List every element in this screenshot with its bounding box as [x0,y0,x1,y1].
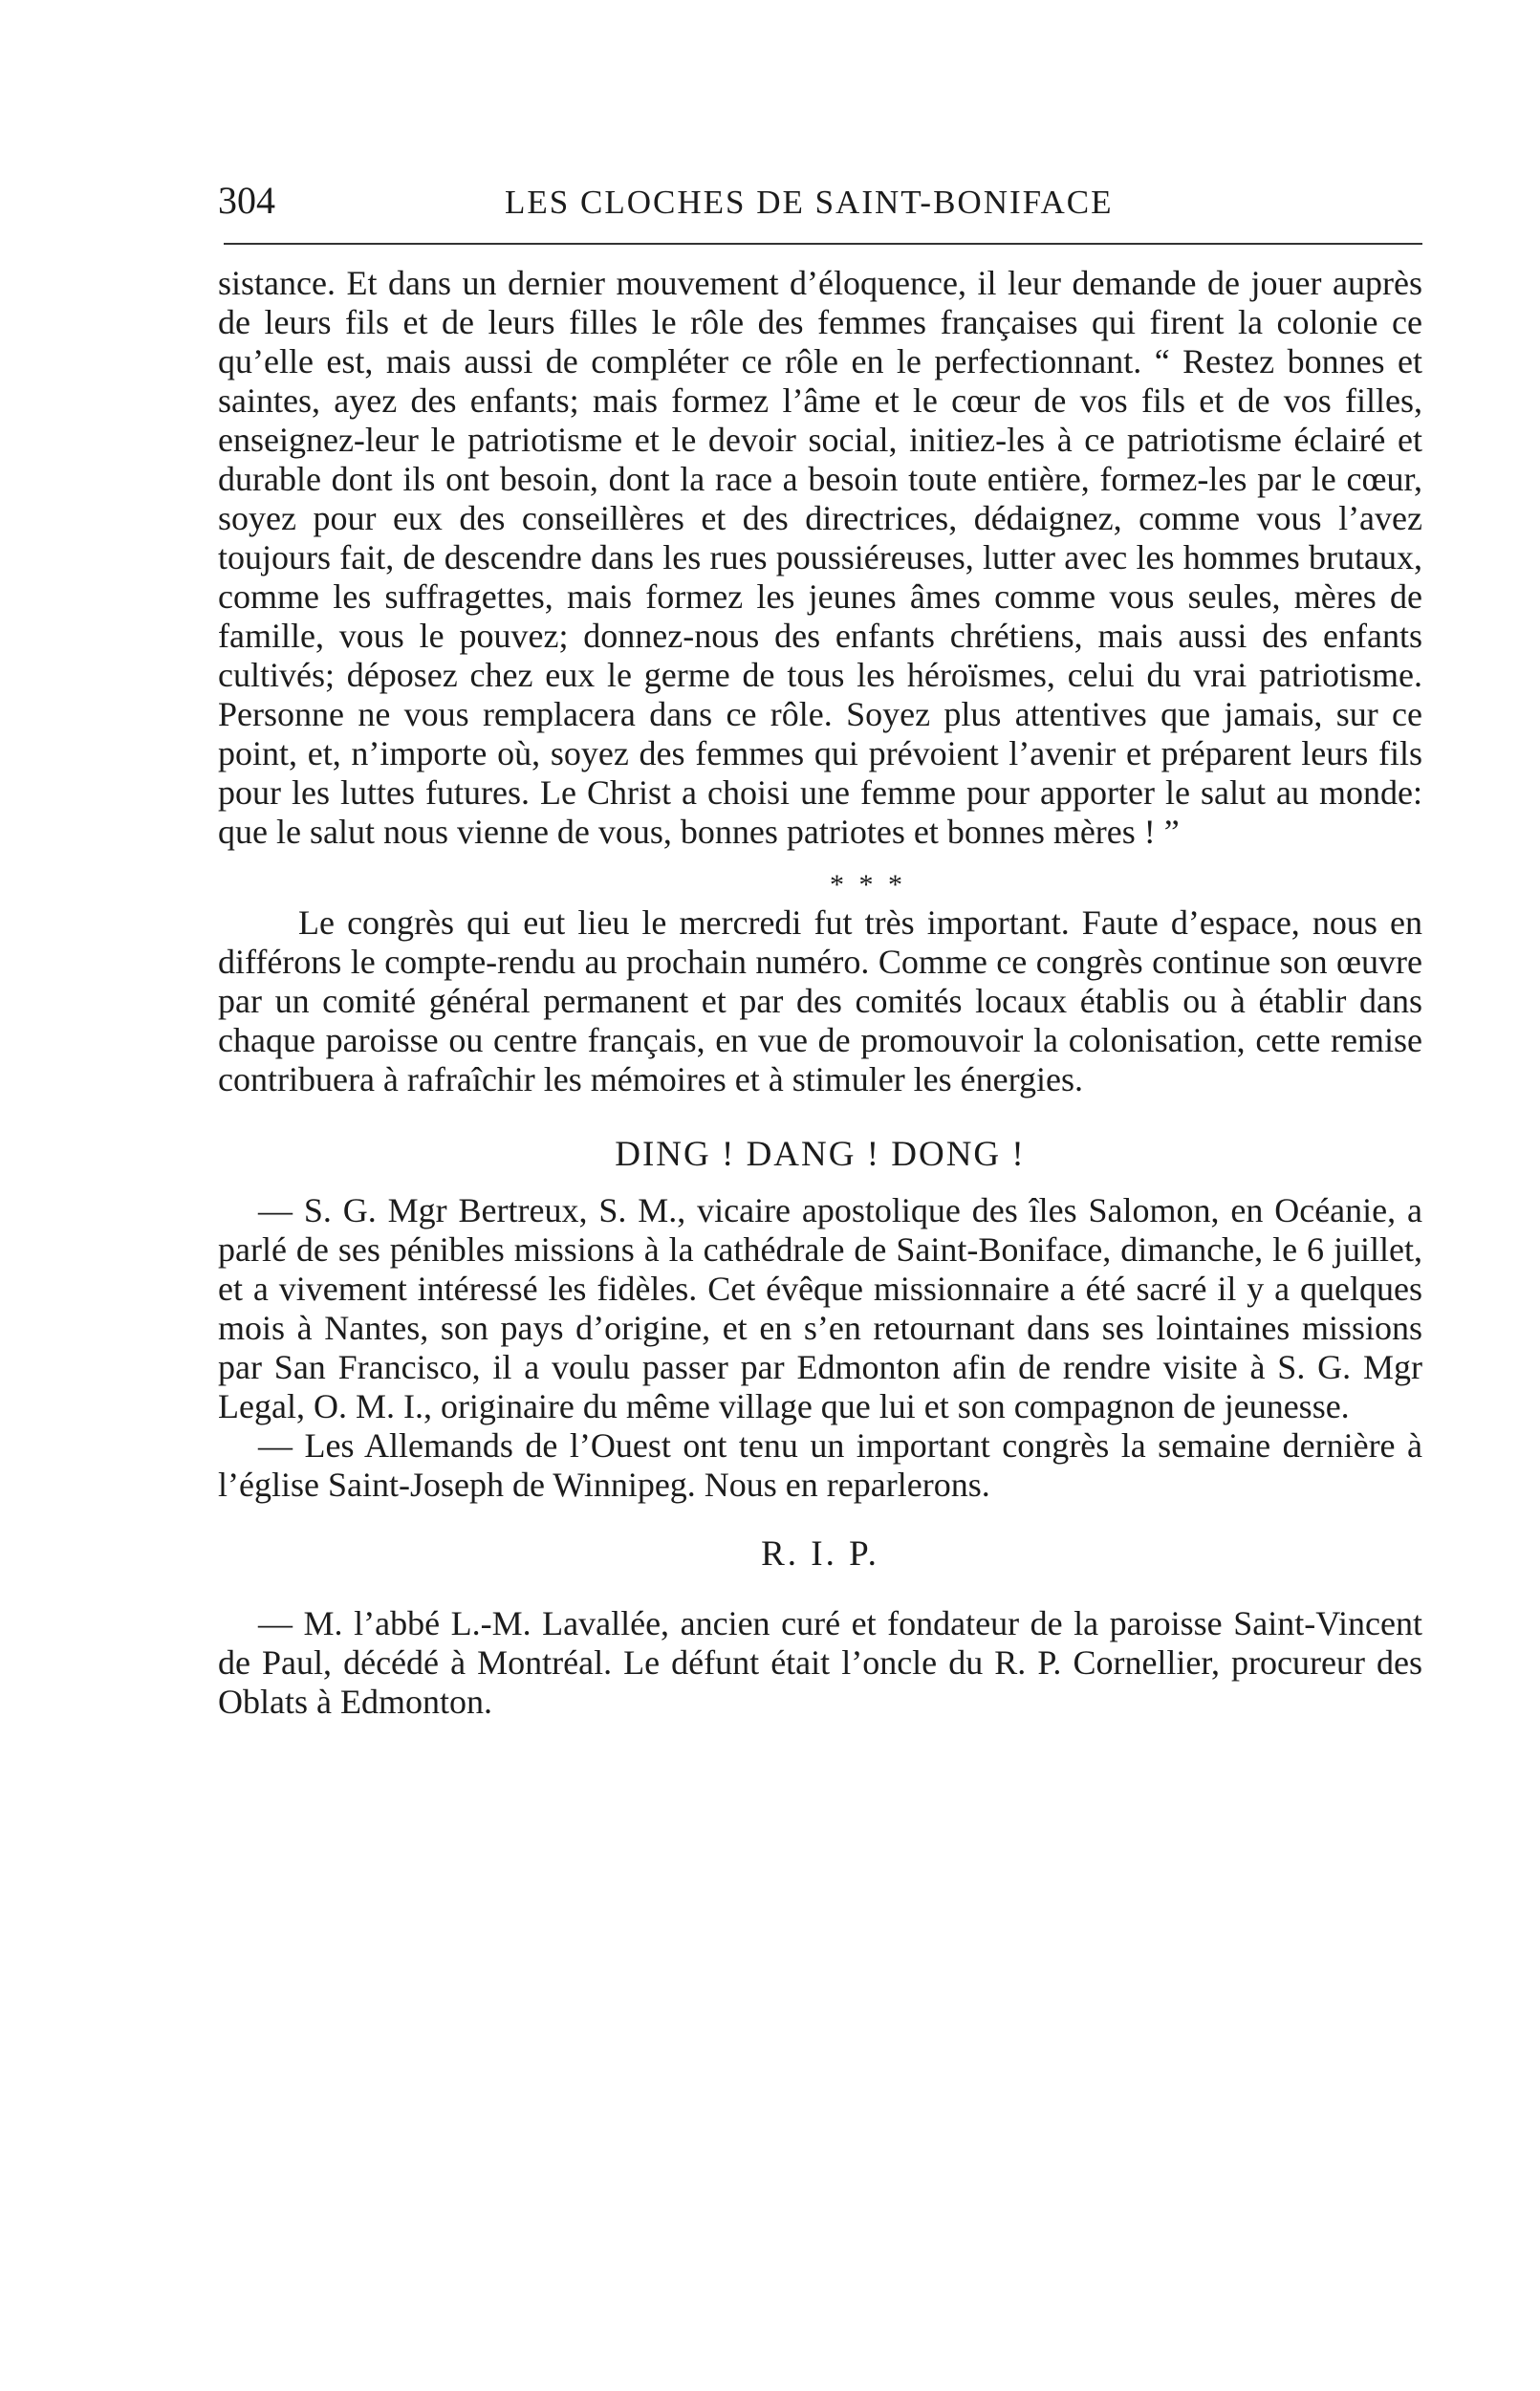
book-page [218,178,1422,1722]
paragraph-speech-conclusion: sistance. Et dans un dernier mouvement d’éloquence, il leur demande de jouer auprès de leurs fils et de leurs filles le rôle des femmes françaises qui firent la colonie ce qu’elle est, mais aussi de compléter ce rôle en le perfectionnant. “ Restez bonnes et saintes, ayez des enfants; mais formez l’âme et le cœur de vos fils et de vos filles, enseignez-leur le patriotisme et le devoir social, initiez-les à ce patriotisme éclairé et durable dont ils ont besoin, dont la race a besoin toute entière, formez-les par le cœur, soyez pour eux des conseillères et des directrices, dédaignez, comme vous l’avez toujours fait, de descendre dans les rues poussiéreuses, lutter avec les hommes brutaux, comme les suffragettes, mais formez les jeunes âmes comme vous seules, mères de famille, vous le pouvez; donnez-nous des enfants chrétiens, mais aussi des enfants cultivés; déposez chez eux le germe de tous les héroïsmes, celui du vrai patriotisme. Personne ne vous remplacera dans ce rôle. Soyez plus attentives que jamais, sur ce point, et, n’importe où, soyez des femmes qui prévoient l’avenir et préparent leurs fils pour les luttes futures. Le Christ a choisi une femme pour apporter le salut au monde: que le salut nous vienne de vous, bonnes patriotes et bonnes mères ! ” [218,264,1422,851]
paragraph-congress: Le congrès qui eut lieu le mercredi fut très important. Faute d’espace, nous en différons le compte-rendu au prochain numéro. Comme ce congrès continue son œuvre par un comité général permanent et par des comités locaux établis ou à établir dans chaque paroisse ou centre français, en vue de promouvoir la colonisation, cette remise contribuera à rafraîchir les mémoires et à stimuler les énergies. [218,903,1422,1098]
section-heading-rip: R. I. P. [761,1534,879,1574]
section-heading-ding-dang-dong: DING ! DANG ! DONG ! [615,1135,1026,1174]
page-number: 304 [218,179,275,222]
header-rule [224,243,1422,245]
running-header [218,178,1422,237]
asterism-separator: * * * [830,869,906,901]
running-title: LES CLOCHES DE SAINT-BONIFACE [505,184,1114,221]
news-item-bertreux: — S. G. Mgr Bertreux, S. M., vicaire apostolique des îles Salomon, en Océanie, a parlé de ses pénibles missions à la cathédrale de Saint-Boniface, dimanche, le 6 juillet, et a vivement intéressé les fidèles. Cet évêque missionnaire a été sacré il y a quelques mois à Nantes, son pays d’origine, et en s’en retournant dans ses lointaines missions par San Francisco, il a voulu passer par Edmonton afin de rendre visite à S. G. Mgr Legal, O. M. I., originaire du même village que lui et son compagnon de jeunesse. [218,1191,1422,1425]
obituary-lavallee: — M. l’abbé L.-M. Lavallée, ancien curé et fondateur de la paroisse Saint-Vincent de Paul, décédé à Montréal. Le défunt était l’oncle du R. P. Cornellier, procureur des Oblats à Edmonton. [218,1604,1422,1721]
news-item-allemands: — Les Allemands de l’Ouest ont tenu un important congrès la semaine dernière à l’église Saint-Joseph de Winnipeg. Nous en reparlerons. [218,1426,1422,1504]
